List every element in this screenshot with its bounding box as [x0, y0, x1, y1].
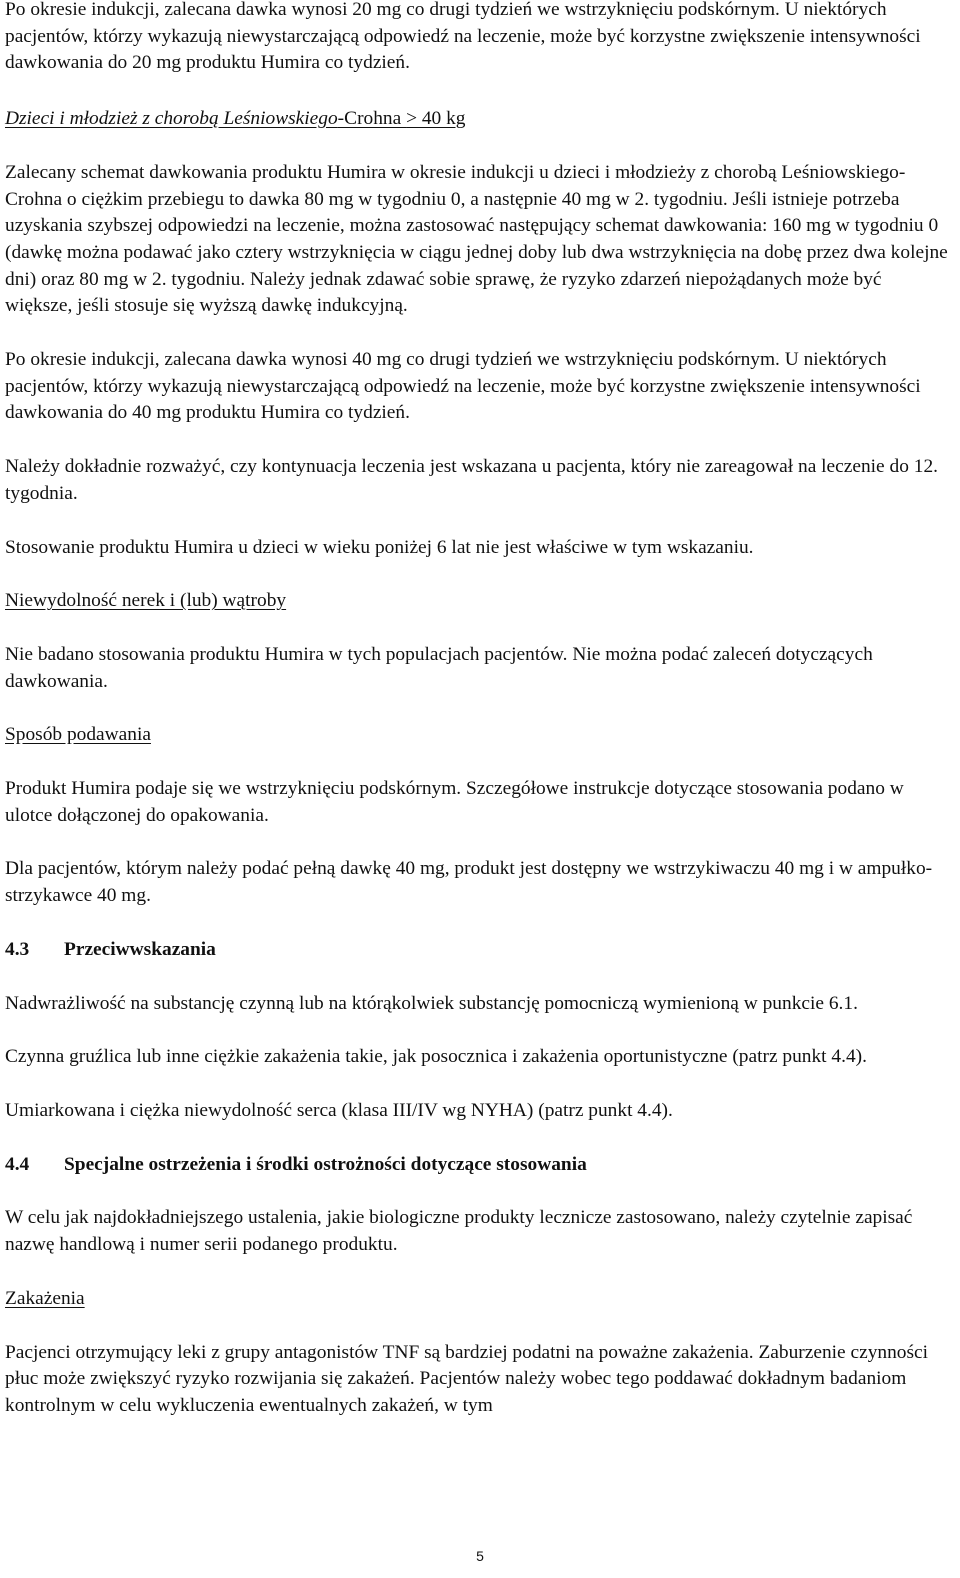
section-number: 4.4 [5, 1153, 30, 1175]
paragraph-active-tuberculosis: Czynna gruźlica lub inne ciężkie zakażenia takie, jak posocznica i zakażenia oportunistyczne (patrz punkt 4.4). [5, 1046, 867, 1068]
greater-equal-symbol: > [406, 108, 417, 130]
document-page [5, 0, 950, 1420]
page-number: 5 [476, 1548, 484, 1564]
subheading-renal-hepatic: Niewydolność nerek i (lub) wątroby [5, 590, 287, 612]
subheading-infections: Zakażenia [5, 1287, 85, 1309]
subheading-children-crohn [5, 106, 950, 133]
subheading-italic-part: Dzieci i młodzież z chorobą Leśniowskiego [5, 108, 338, 130]
paragraph-subcutaneous-injection: Produkt Humira podaje się we wstrzyknięciu podskórnym. Szczegółowe instrukcje dotyczące stosowania podano w ulotce dołączonej do opakowania. [5, 778, 904, 826]
paragraph-induction-schedule [5, 160, 950, 320]
section-title: Przeciwwskazania [64, 938, 216, 960]
paragraph-under-6-years: Stosowanie produktu Humira u dzieci w wieku poniżej 6 lat nie jest właściwe w tym wskazaniu. [5, 536, 754, 558]
paragraph-maintenance-dose-40mg: Po okresie indukcji, zalecana dawka wynosi 40 mg co drugi tydzień we wstrzyknięciu podskórnym. U niektórych pacjentów, którzy wykazują niewystarczającą odpowiedź na leczenie, może być korzystne zwiększenie intensywności dawkowania do 40 mg produktu Humira co tydzień. [5, 349, 921, 424]
subheading-method-of-administration: Sposób podawania [5, 724, 151, 746]
paragraph-traceability: W celu jak najdokładniejszego ustalenia, jakie biologiczne produkty lecznicze zastosowano, należy czytelnie zapisać nazwę handlową i numer serii podanego produktu. [5, 1207, 913, 1256]
paragraph-maintenance-dose-20mg: Po okresie indukcji, zalecana dawka wynosi 20 mg co drugi tydzień we wstrzyknięciu podskórnym. U niektórych pacjentów, którzy wykazują niewystarczającą odpowiedź na leczenie, może być korzystne zwiększenie intensywności dawkowania do 20 mg produktu Humira co tydzień. [5, 0, 921, 74]
paragraph-induction-schedule-part1: Zalecany schemat dawkowania produktu Humira w okresie indukcji u dzieci i młodzieży z chorobą Leśniowskiego-Crohna o ciężkim przebiegu to dawka 80 mg w tygodniu 0, a następnie 40 mg w 2. tygodniu. [5, 161, 906, 210]
paragraph-hypersensitivity: Nadwrażliwość na substancję czynną lub na którąkolwiek substancję pomocniczą wymienioną w punkcie 6.1. [5, 992, 858, 1014]
paragraph-week-12-evaluation: Należy dokładnie rozważyć, czy kontynuacja leczenia jest wskazana u pacjenta, który nie zareagował na leczenie do 12. tygodnia. [5, 456, 938, 504]
paragraph-infections: Pacjenci otrzymujący leki z grupy antagonistów TNF są bardziej podatni na poważne zakażenia. Zaburzenie czynności płuc może zwiększyć ryzyko rozwijania się zakażeń. Pacjentów należy wobec tego poddawać dokładnym badaniom kontrolnym w celu wykluczenia ewentualnych zakażeń, w tym [5, 1341, 929, 1416]
paragraph-not-studied: Nie badano stosowania produktu Humira w tych populacjach pacjentów. Nie można podać zaleceń dotyczących dawkowania. [5, 643, 873, 692]
subheading-rest: -Crohna [337, 108, 407, 130]
section-title: Specjalne ostrzeżenia i środki ostrożności dotyczące stosowania [64, 1153, 587, 1175]
section-heading-contraindications [5, 937, 950, 964]
section-heading-special-warnings [5, 1152, 950, 1179]
section-number: 4.3 [5, 938, 30, 960]
paragraph-induction-schedule-part2: Jeśli istnieje potrzeba uzyskania szybszej odpowiedzi na leczenie, można zastosować następujący schemat dawkowania: 160 mg w tygodniu 0 (dawkę można podawać jako cztery wstrzyknięcia w ciągu jednej doby lub dwa wstrzyknięcia na dobę przez dwa kolejne dni) oraz 80 mg w 2. tygodniu. Należy jednak zdawać sobie sprawę, że ryzyko zdarzeń niepożądanych może być większe, jeśli stosuje się wyższą dawkę indukcyjną. [5, 188, 948, 317]
paragraph-full-dose-availability: Dla pacjentów, którym należy podać pełną dawkę 40 mg, produkt jest dostępny we wstrzykiwaczu 40 mg i w ampułko-strzykawce 40 mg. [5, 858, 933, 907]
subheading-weight: 40 kg [417, 108, 466, 130]
paragraph-heart-failure: Umiarkowana i ciężka niewydolność serca (klasa III/IV wg NYHA) (patrz punkt 4.4). [5, 1099, 673, 1121]
